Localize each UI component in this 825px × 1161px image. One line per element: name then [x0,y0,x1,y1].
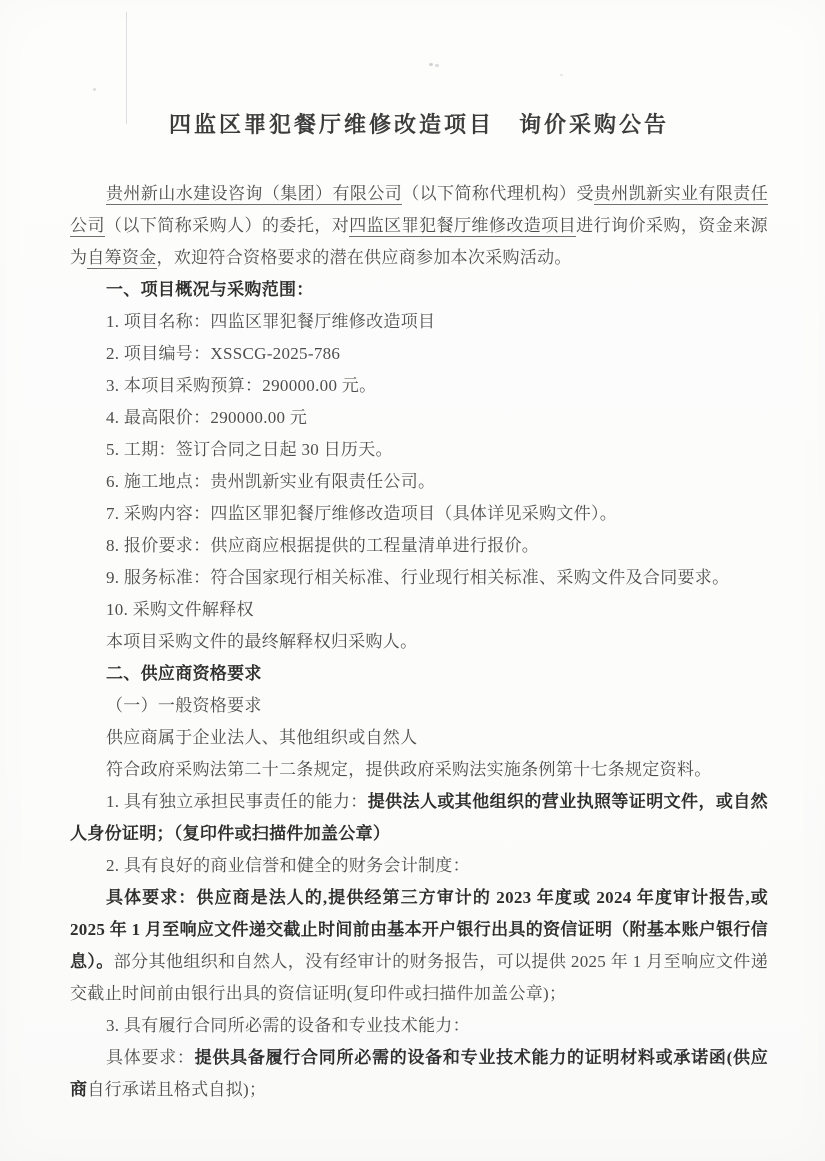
list-item-interpretation-right: 10. 采购文件解释权 [106,600,254,619]
item-prefix: 1. 具有独立承担民事责任的能力： [106,792,368,811]
section-overview-heading: 一、项目概况与采购范围： [106,280,314,299]
list-item-project-number: 2. 项目编号：XSSCG-2025-786 [106,344,341,363]
detail-normal: 自行承诺且格式自拟)； [87,1080,267,1099]
qualification-item-civil-liability [70,786,768,850]
qualification-para-law: 符合政府采购法第二十二条规定，提供政府采购法实施条例第十七条规定资料。 [106,760,712,779]
list-item-duration: 5. 工期：签订合同之日起 30 日历天。 [106,440,393,459]
list-item-budget: 3. 本项目采购预算：290000.00 元。 [106,376,377,395]
qualification-item-capability-detail [70,1042,768,1106]
agency-name: 贵州新山水建设咨询（集团）有限公司 [106,184,403,203]
intro-text: （以下简称采购人）的委托，对 [104,216,350,235]
project-name: 四监区罪犯餐厅维修改造项目 [349,216,577,235]
intro-paragraph [70,178,768,274]
intro-text: （以下简称代理机构）受 [402,184,594,203]
section-qualification-heading: 二、供应商资格要求 [106,664,262,683]
list-item-service-standard: 9. 服务标准：符合国家现行相关标准、行业现行相关标准、采购文件及合同要求。 [106,568,730,587]
qualification-subheading: （一）一般资格要求 [106,696,262,715]
list-item-price-ceiling: 4. 最高限价：290000.00 元 [106,408,308,427]
document-body [70,178,768,1106]
list-item-scope: 7. 采购内容：四监区罪犯餐厅维修改造项目（具体详见采购文件）。 [106,504,618,523]
qualification-item-credit: 2. 具有良好的商业信誉和健全的财务会计制度： [106,856,470,875]
list-item-location: 6. 施工地点：贵州凯新实业有限责任公司。 [106,472,436,491]
document-content [70,0,768,1106]
qualification-item-credit-detail [70,882,768,1010]
qualification-item-capability: 3. 具有履行合同所必需的设备和专业技术能力： [106,1016,470,1035]
list-item-project-name: 1. 项目名称：四监区罪犯餐厅维修改造项目 [106,312,436,331]
list-item-quotation-requirement: 8. 报价要求：供应商应根据提供的工程量清单进行报价。 [106,536,540,555]
overview-note: 本项目采购文件的最终解释权归采购人。 [106,632,418,651]
document-title: 四监区罪犯餐厅维修改造项目 询价采购公告 [168,112,669,137]
item-requirement-bold: 提供法人或其他组织的营业执照等证明文件，或自然人身份证明；（复印件或扫描件加盖公章） [70,792,768,843]
intro-text: 进行询价采购，资金来源为 [70,216,768,267]
detail-prefix: 具体要求： [106,1048,195,1067]
funding-source: 自筹资金 [87,248,157,267]
qualification-para-supplier-type: 供应商属于企业法人、其他组织或自然人 [106,728,418,747]
detail-normal: 部分其他组织和自然人，没有经审计的财务报告，可以提供 2025 年 1 月至响应文件递交截止时间前由银行出具的资信证明(复印件或扫描件加盖公章)； [70,952,768,1003]
intro-text: ，欢迎符合资格要求的潜在供应商参加本次采购活动。 [156,248,572,267]
detail-bold: 提供具备履行合同所必需的设备和专业技术能力的证明材料或承诺函(供应商 [70,1048,768,1099]
purchaser-name: 贵州凯新实业有限责任公司 [70,184,768,235]
detail-bold: 具体要求：供应商是法人的,提供经第三方审计的 2023 年度或 2024 年度审计报告,或 2025 年 1 月至响应文件递交截止时间前由基本开户银行出具的资信证明（附基本账户银行信息）。 [70,888,768,971]
